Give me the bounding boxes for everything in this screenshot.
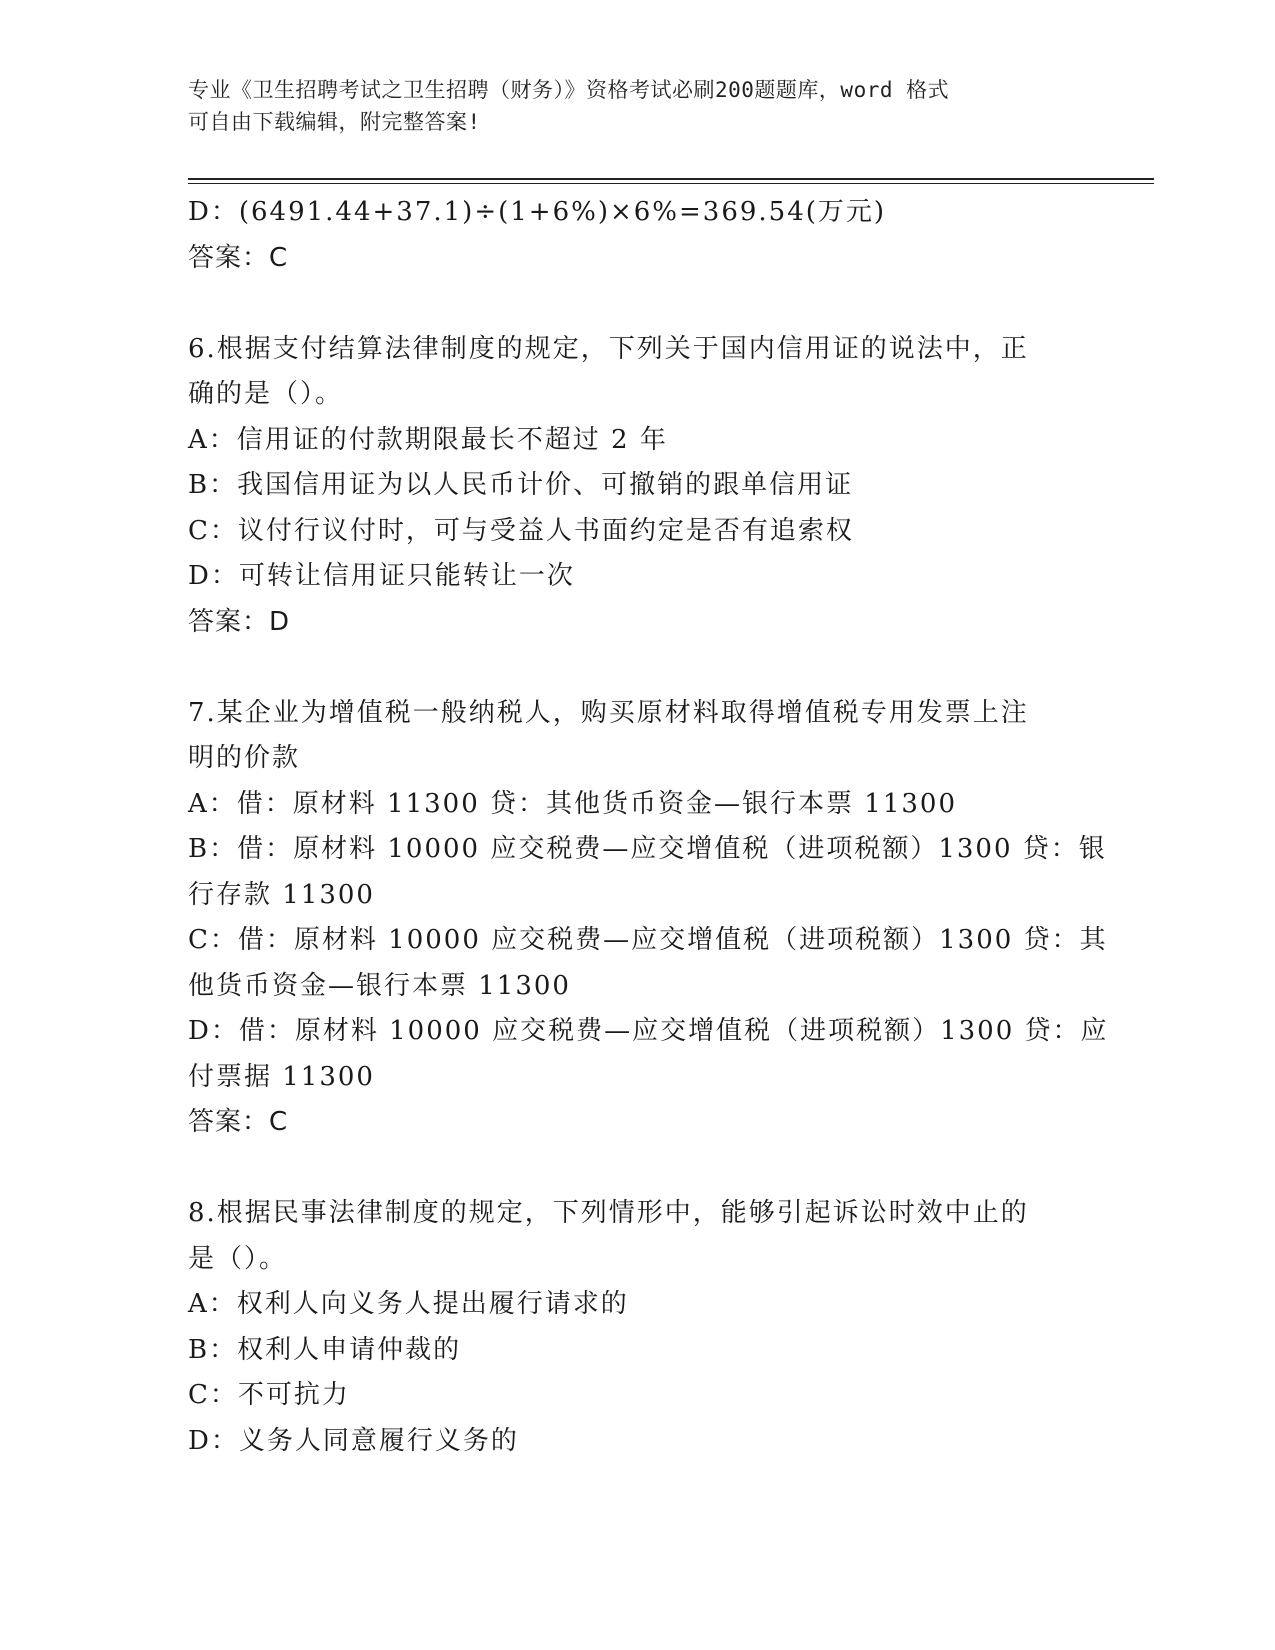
q6-stem-line-2: 确的是（）。 <box>188 379 344 409</box>
q7-answer: 答案：C <box>188 1107 289 1137</box>
q8-option-b: B：权利人申请仲裁的 <box>188 1334 462 1365</box>
q6-answer: 答案：D <box>188 606 291 637</box>
q7-option-d-line-1: D：借：原材料 10000 应交税费—应交增值税（进项税额）1300 贷：应 <box>188 1016 1109 1046</box>
q8-option-d: D：义务人同意履行义务的 <box>188 1425 519 1456</box>
q7-option-b-line-2: 行存款 11300 <box>188 879 375 910</box>
spacer <box>188 281 1088 327</box>
spacer <box>188 1146 1088 1192</box>
q6-option-a: A：信用证的付款期限最长不超过 2 年 <box>188 424 668 455</box>
header-divider-thick <box>188 178 1154 180</box>
q6-stem-line-1: 6.根据支付结算法律制度的规定，下列关于国内信用证的说法中，正 <box>188 333 1029 364</box>
q7-option-b-line-1: B：借：原材料 10000 应交税费—应交增值税（进项税额）1300 贷：银 <box>188 834 1107 864</box>
header-divider-thin <box>188 183 1154 184</box>
question-6 <box>188 327 1088 646</box>
question-content <box>188 190 1109 1464</box>
prev-option-d: D：(6491.44+37.1)÷(1+6%)×6%=369.54(万元) <box>188 197 887 227</box>
q8-stem-line-2: 是（）。 <box>188 1243 288 1274</box>
document-header <box>188 74 1088 138</box>
header-line-1: 专业《卫生招聘考试之卫生招聘（财务）》资格考试必刷200题题库，word 格式 <box>188 78 950 102</box>
q7-option-d-line-2: 付票据 11300 <box>188 1061 375 1092</box>
prev-answer: 答案：C <box>188 242 289 273</box>
q8-option-c: C：不可抗力 <box>188 1380 350 1410</box>
q6-option-c: C：议付行议付时，可与受益人书面约定是否有追索权 <box>188 515 854 546</box>
q7-stem-line-1: 7.某企业为增值税一般纳税人，购买原材料取得增值税专用发票上注 <box>188 697 1029 728</box>
q7-option-c-line-1: C：借：原材料 10000 应交税费—应交增值税（进项税额）1300 贷：其 <box>188 925 1108 955</box>
q7-option-c-line-2: 他货币资金—银行本票 11300 <box>188 970 571 1001</box>
header-line-2: 可自由下载编辑，附完整答案! <box>188 110 481 134</box>
question-7 <box>188 691 1109 1146</box>
spacer <box>188 645 1088 691</box>
q7-stem-line-2: 明的价款 <box>188 743 301 773</box>
q6-option-b: B：我国信用证为以人民币计价、可撤销的跟单信用证 <box>188 470 854 500</box>
q7-option-a: A：借：原材料 11300 贷：其他货币资金—银行本票 11300 <box>188 788 957 819</box>
q8-option-a: A：权利人向义务人提出履行请求的 <box>188 1289 629 1319</box>
q6-option-d: D：可转让信用证只能转让一次 <box>188 561 575 591</box>
question-8 <box>188 1191 1088 1464</box>
q8-stem-line-1: 8.根据民事法律制度的规定，下列情形中，能够引起诉讼时效中止的 <box>188 1198 1029 1228</box>
